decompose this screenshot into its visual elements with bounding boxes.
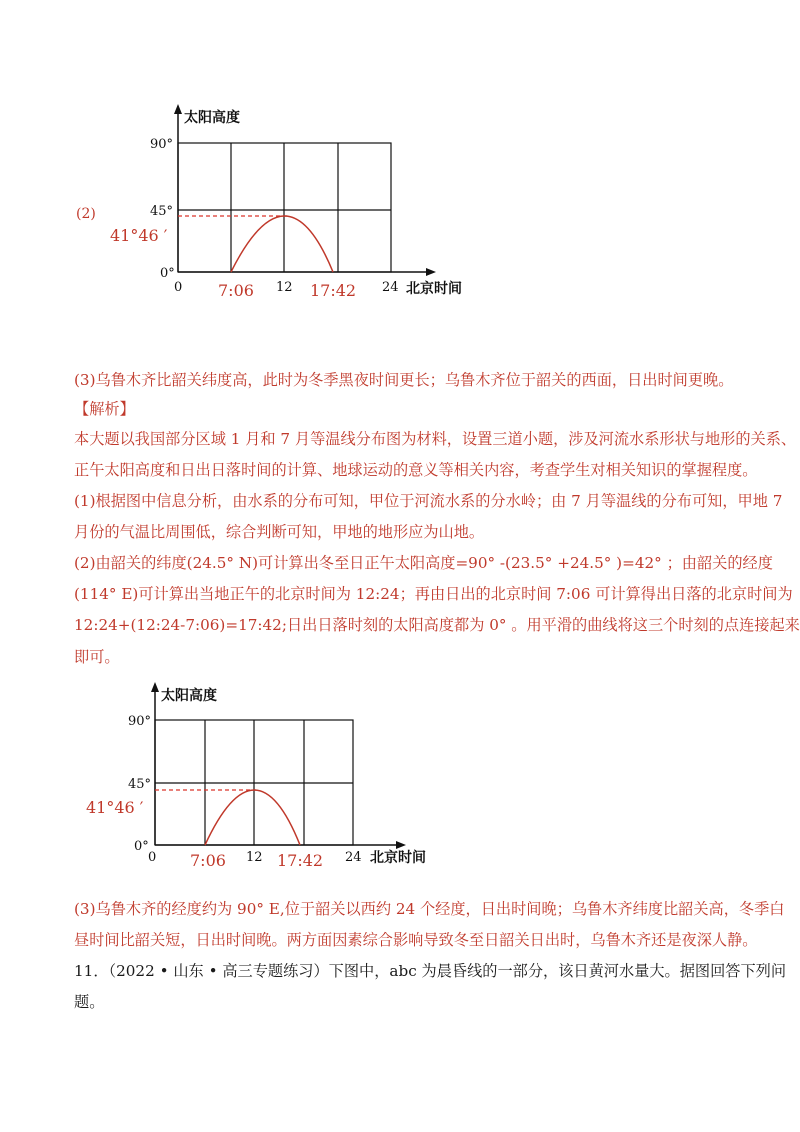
x-axis-arrow	[396, 841, 406, 849]
x-tick-0: 0	[148, 850, 157, 865]
analysis-line-1: 本大题以我国部分区域 1 月和 7 月等温线分布图为材料，设置三道小题，涉及河流水系形状与地形的关系、	[74, 430, 797, 448]
y-tick-0: 0°	[160, 266, 175, 281]
y-axis-arrow	[174, 104, 182, 114]
solar-altitude-curve	[231, 216, 333, 272]
solar-altitude-chart-2	[80, 678, 450, 873]
x-tick-24: 24	[345, 850, 362, 865]
marker-label: 41°46 ′	[86, 798, 144, 817]
question-11-line-2: 题。	[74, 993, 105, 1011]
answer-3-line-2: 昼时间比韶关短，日出时间晚。两方面因素综合影响导致冬至日韶关日出时，乌鲁木齐还是夜深人静。	[74, 931, 758, 949]
sunset-label: 17:42	[310, 281, 357, 300]
analysis-line-6: (114° E)可计算出当地正午的北京时间为 12:24；再由日出的北京时间 7:06 可计算得出日落的北京时间为	[74, 585, 793, 603]
sunrise-label: 7:06	[218, 281, 254, 300]
answer-3-line-1: (3)乌鲁木齐的经度约为 90° E,位于韶关以西约 24 个经度，日出时间晚；乌鲁木齐纬度比韶关高，冬季白	[74, 900, 785, 918]
solar-altitude-curve	[205, 790, 300, 845]
sunrise-label: 7:06	[190, 851, 226, 870]
analysis-heading: 【解析】	[74, 400, 135, 418]
x-tick-24: 24	[382, 280, 399, 295]
x-axis-arrow	[426, 268, 436, 276]
y-tick-45: 45°	[128, 777, 152, 792]
analysis-line-8: 即可。	[74, 648, 120, 666]
analysis-line-7: 12:24+(12:24-7:06)=17:42;日出日落时刻的太阳高度都为 0° 。用平滑的曲线将这三个时刻的点连接起来	[74, 616, 800, 634]
x-tick-12: 12	[276, 280, 293, 295]
analysis-line-3: (1)根据图中信息分析，由水系的分布可知，甲位于河流水系的分水岭；由 7 月等温线的分布可知，甲地 7	[74, 492, 783, 510]
y-axis-label: 太阳高度	[184, 110, 240, 126]
solar-altitude-chart-1	[110, 100, 490, 305]
sunset-label: 17:42	[277, 851, 324, 870]
answer-3: (3)乌鲁木齐比韶关纬度高，此时为冬季黑夜时间更长；乌鲁木齐位于韶关的西面，日出时间更晚。	[74, 371, 734, 389]
y-axis-label: 太阳高度	[161, 688, 217, 704]
analysis-line-4: 月份的气温比周围低，综合判断可知，甲地的地形应为山地。	[74, 523, 485, 541]
part-label: (2)	[76, 206, 96, 222]
y-axis-arrow	[151, 682, 159, 692]
y-tick-90: 90°	[128, 714, 152, 729]
x-axis-label: 北京时间	[406, 281, 462, 297]
question-11-line-1: 11．（2022 • 山东 • 高三专题练习）下图中，abc 为晨昏线的一部分，该日黄河水量大。据图回答下列问	[74, 962, 787, 980]
y-tick-90: 90°	[150, 137, 174, 152]
y-tick-45: 45°	[150, 204, 174, 219]
marker-label: 41°46 ′	[110, 226, 168, 245]
analysis-line-5: (2)由韶关的纬度(24.5° N)可计算出冬至日正午太阳高度=90° -(23.5° +24.5° )=42° ；由韶关的经度	[74, 554, 773, 572]
x-tick-12: 12	[246, 850, 263, 865]
x-axis-label: 北京时间	[370, 850, 426, 866]
analysis-line-2: 正午太阳高度和日出日落时间的计算、地球运动的意义等相关内容，考查学生对相关知识的掌握程度。	[74, 461, 758, 479]
y-tick-0: 0°	[134, 839, 149, 854]
x-tick-0: 0	[174, 280, 183, 295]
